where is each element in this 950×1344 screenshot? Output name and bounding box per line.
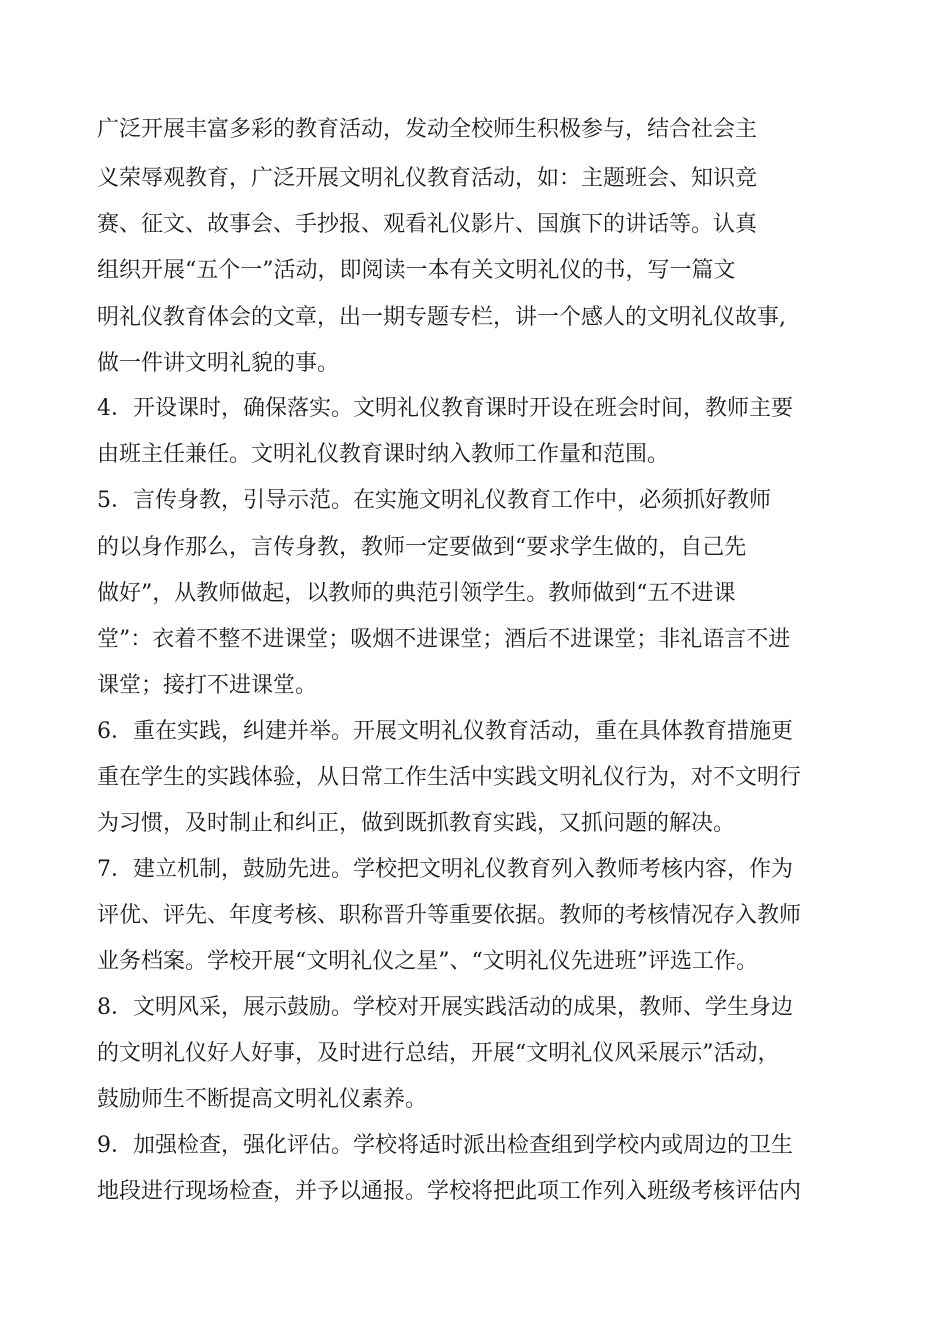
text-line: 的以身作那么，言传身教，教师一定要做到“要求学生做的，自己先: [97, 535, 747, 560]
text-line: 鼓励师生不断提高文明礼仪素养。: [97, 1087, 428, 1112]
text-line: 8．文明风采，展示鼓励。学校对开展实践活动的成果，教师、学生身边: [97, 995, 793, 1020]
text-line: 业务档案。学校开展“文明礼仪之星”、“文明礼仪先进班”评选工作。: [97, 949, 758, 974]
text-line: 为习惯，及时制止和纠正，做到既抓教育实践，又抓问题的解决。: [97, 811, 736, 836]
text-line: 9．加强检查，强化评估。学校将适时派出检查组到学校内或周边的卫生: [97, 1133, 793, 1158]
text-line: 地段进行现场检查，并予以通报。学校将把此项工作列入班级考核评估内: [97, 1179, 802, 1204]
text-line: 评优、评先、年度考核、职称晋升等重要依据。教师的考核情况存入教师: [97, 903, 802, 928]
text-line: 7．建立机制，鼓励先进。学校把文明礼仪教育列入教师考核内容，作为: [97, 857, 793, 882]
text-line: 6．重在实践，纠建并举。开展文明礼仪教育活动，重在具体教育措施更: [97, 719, 793, 744]
text-line: 做一件讲文明礼貌的事。: [97, 351, 340, 376]
text-line: 赛、征文、故事会、手抄报、观看礼仪影片、国旗下的讲话等。认真: [97, 212, 758, 237]
text-line: 广泛开展丰富多彩的教育活动，发动全校师生积极参与，结合社会主: [97, 117, 758, 142]
text-line: 组织开展“五个一”活动，即阅读一本有关文明礼仪的书，写一篇文: [97, 258, 736, 283]
text-line: 重在学生的实践体验，从日常工作生活中实践文明礼仪行为，对不文明行: [97, 765, 802, 790]
text-line: 堂”：衣着不整不进课堂；吸烟不进课堂；酒后不进课堂；非礼语言不进: [97, 627, 791, 652]
text-line: 5．言传身教，引导示范。在实施文明礼仪教育工作中，必须抓好教师: [97, 488, 771, 513]
text-line: 课堂；接打不进课堂。: [97, 673, 318, 698]
text-line: 明礼仪教育体会的文章，出一期专题专栏，讲一个感人的文明礼仪故事,: [97, 305, 786, 330]
text-line: 做好”，从教师做起，以教师的典范引领学生。教师做到“五不进课: [97, 581, 736, 606]
text-line: 由班主任兼任。文明礼仪教育课时纳入教师工作量和范围。: [97, 442, 670, 467]
text-line: 义荣辱观教育，广泛开展文明礼仪教育活动，如：主题班会、知识竞: [97, 166, 758, 191]
text-line: 4．开设课时，确保落实。文明礼仪教育课时开设在班会时间，教师主要: [97, 396, 793, 421]
text-line: 的文明礼仪好人好事，及时进行总结，开展“文明礼仪风采展示”活动，: [97, 1041, 780, 1066]
